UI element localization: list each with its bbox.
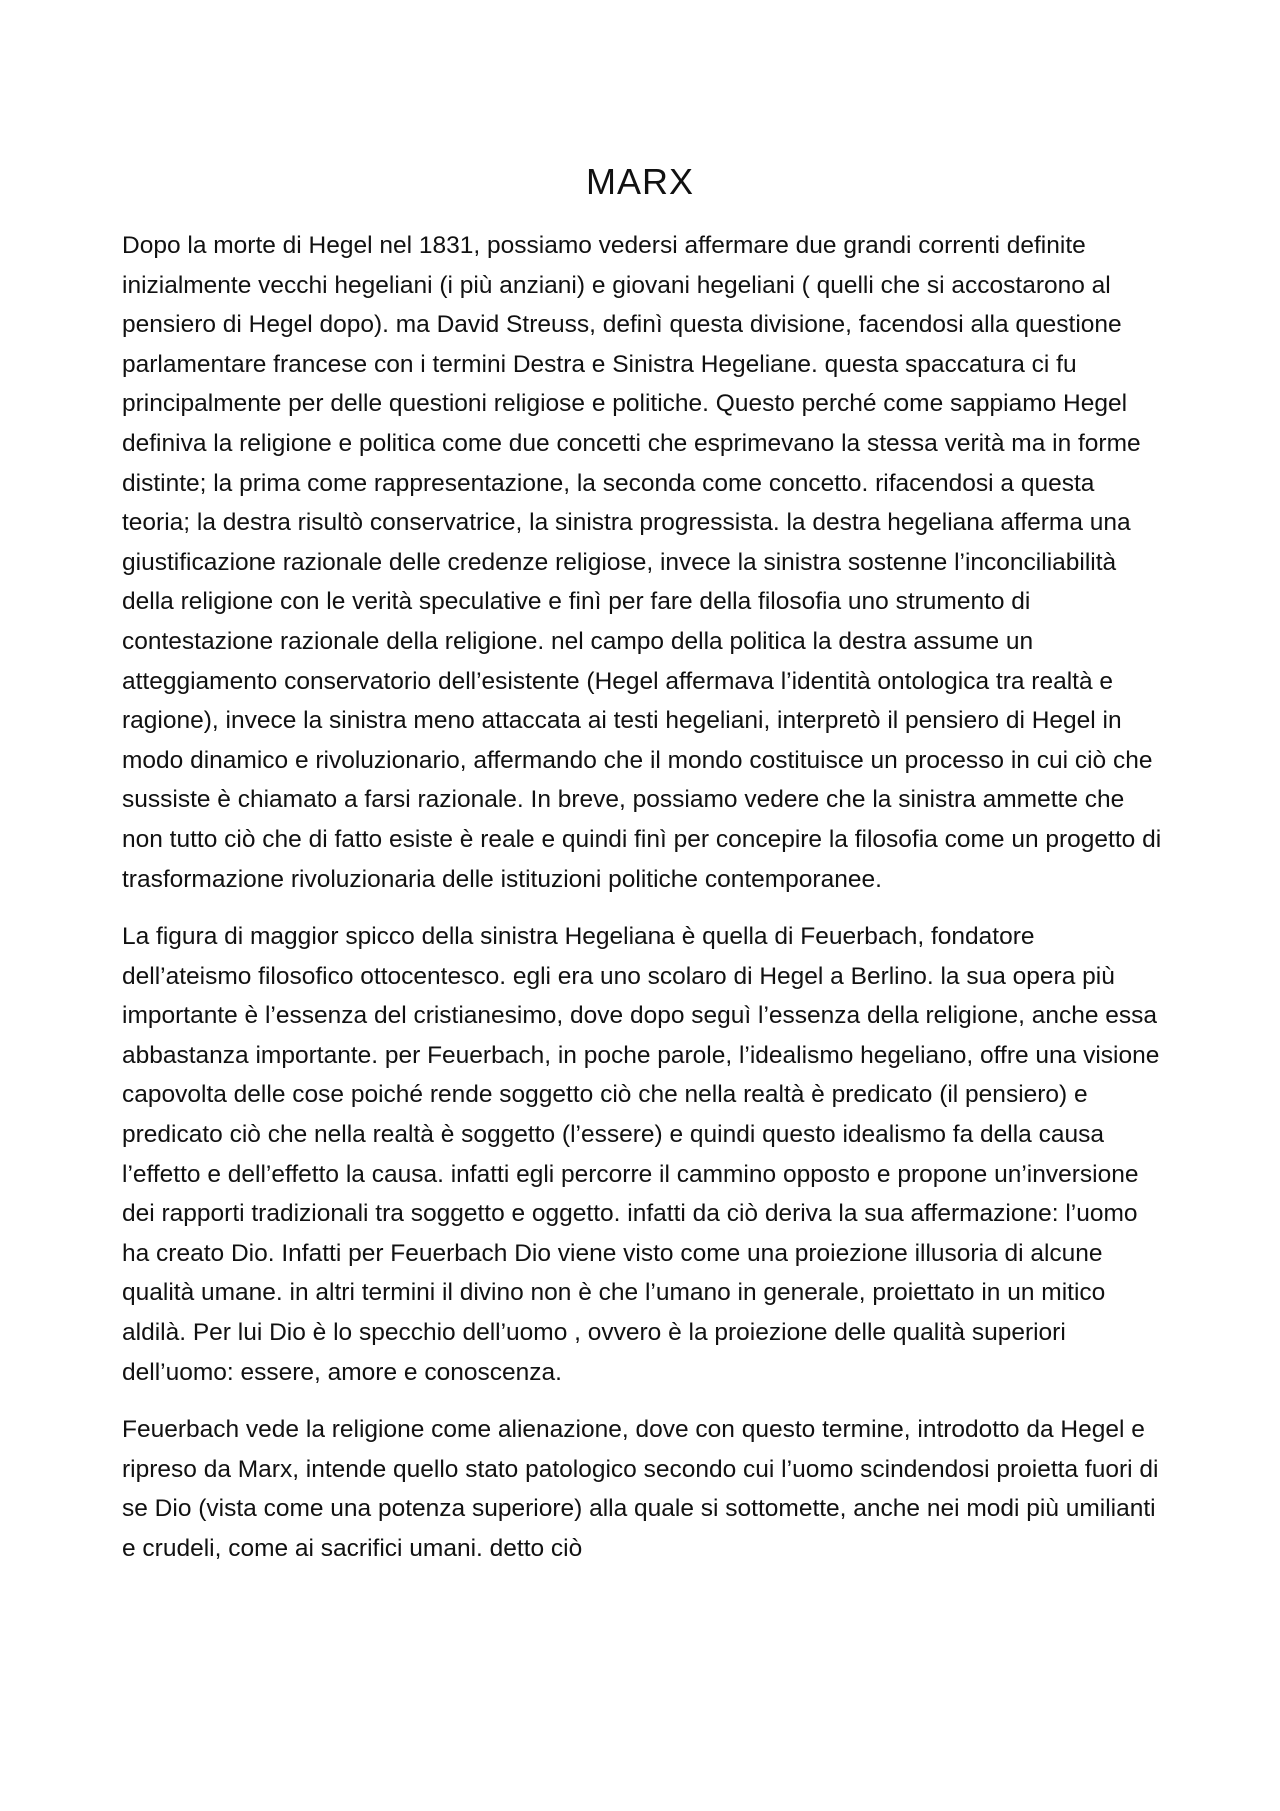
paragraph-3: Feuerbach vede la religione come alienazione, dove con questo termine, introdotto da Hegel e ripreso da Marx, intende quello stato patologico secondo cui l’uomo scindendosi proietta fuori di se Dio (vista come una potenza superiore) alla quale si sottomette, anche nei modi più umilianti e crudeli, come ai sacrifici umani. detto ciò [122,1416,1159,1562]
paragraph-2: La figura di maggior spicco della sinistra Hegeliana è quella di Feuerbach, fondatore dell’ateismo filosofico ottocentesco. egli era uno scolaro di Hegel a Berlino. la sua opera più importante è l’essenza del cristianesimo, dove dopo seguì l’essenza della religione, anche essa abbastanza importante. per Feuerbach, in poche parole, l’idealismo hegeliano, offre una visione capovolta delle cose poiché rende soggetto ciò che nella realtà è predicato (il pensiero) e predicato ciò che nella realtà è soggetto (l’essere) e quindi questo idealismo fa della causa l’effetto e dell’effetto la causa. infatti egli percorre il cammino opposto e propone un’inversione dei rapporti tradizionali tra soggetto e oggetto. infatti da ciò deriva la sua affermazione: l’uomo ha creato Dio. Infatti per Feuerbach Dio viene visto come una proiezione illusoria di alcune qualità umane. in altri termini il divino non è che l’umano in generale, proiettato in un mitico aldilà. Per lui Dio è lo specchio dell’uomo , ovvero è la proiezione delle qualità superiori dell’uomo: essere, amore e conoscenza. [122,923,1160,1386]
paragraph-1: Dopo la morte di Hegel nel 1831, possiamo vedersi affermare due grandi correnti definite inizialmente vecchi hegeliani (i più anziani) e giovani hegeliani ( quelli che si accostarono al pensiero di Hegel dopo). ma David Streuss, definì questa divisione, facendosi alla questione parlamentare francese con i termini Destra e Sinistra Hegeliane. questa spaccatura ci fu principalmente per delle questioni religiose e politiche. Questo perché come sappiamo Hegel definiva la religione e politica come due concetti che esprimevano la stessa verità ma in forme distinte; la prima come rappresentazione, la seconda come concetto. rifacendosi a questa teoria; la destra risultò conservatrice, la sinistra progressista. la destra hegeliana afferma una giustificazione razionale delle credenze religiose, invece la sinistra sostenne l’inconciliabilità della religione con le verità speculative e finì per fare della filosofia uno strumento di contestazione razionale della religione. nel campo della politica la destra assume un atteggiamento conservatorio dell’esistente (Hegel affermava l’identità ontologica tra realtà e ragione), invece la sinistra meno attaccata ai testi hegeliani, interpretò il pensiero di Hegel in modo dinamico e rivoluzionario, affermando che il mondo costituisce un processo in cui ciò che sussiste è chiamato a farsi razionale. In breve, possiamo vedere che la sinistra ammette che non tutto ciò che di fatto esiste è reale e quindi finì per concepire la filosofia come un progetto di trasformazione rivoluzionaria delle istituzioni politiche contemporanee. [122,232,1162,893]
document-title: MARX [585,161,694,202]
document-body [122,226,1162,1587]
